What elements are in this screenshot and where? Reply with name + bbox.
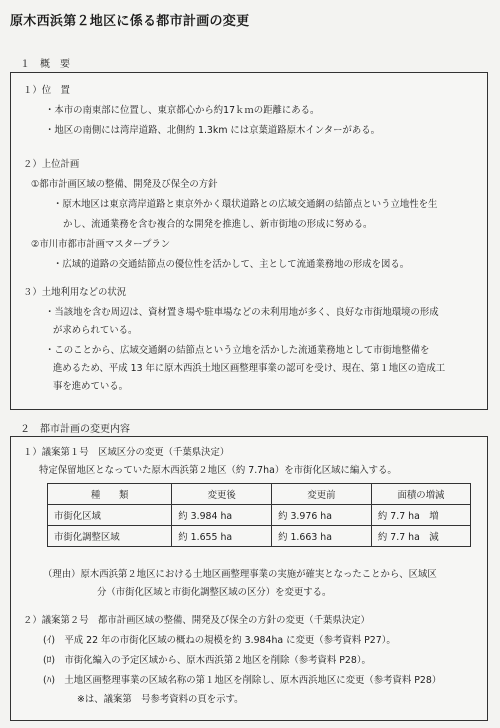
upper-plan-sub1-line-1: ・原木地区は東京湾岸道路と東京外かく環状道路との広域交通網の結節点という立地性を生: [53, 199, 438, 210]
location-heading: １）位 置: [23, 85, 70, 96]
land-use-line-2: が求められている。: [53, 325, 138, 336]
land-use-line-4: 進めるため、平成 13 年に原木西浜土地区画整理事業の認可を受け、現在、第１地区の造成工: [53, 363, 446, 374]
item2-line-1: (ｲ) 平成 22 年の市街化区域の概ねの規模を約 3.984ha に変更（参考資料 P27）。: [43, 635, 396, 646]
reason-line-1: （理由）原木西浜第２地区における土地区画整理事業の実施が確実となったことから、区域区: [43, 569, 437, 580]
table-row: [48, 526, 471, 547]
upper-plan-sub2-line-1: ・広域的道路の交通結節点の優位性を活かして、主として流通業務地の形成を図る。: [53, 259, 410, 270]
changes-box: [10, 436, 488, 721]
table-cell: 市街化区域: [48, 505, 172, 526]
overview-box: [10, 72, 488, 410]
table-row: [48, 505, 471, 526]
table-cell: 約 1.655 ha: [172, 526, 272, 547]
item2-line-2: (ﾛ) 市街化編入の予定区域から、原木西浜第２地区を削除（参考資料 P28）。: [43, 655, 371, 666]
table-cell: 約 7.7 ha 減: [371, 526, 470, 547]
land-use-line-5: 事を進めている。: [53, 381, 129, 392]
document-title: 原木西浜第２地区に係る都市計画の変更: [10, 14, 250, 29]
item1-intro: 特定保留地区となっていた原木西浜第２地区（約 7.7ha）を市街化区域に編入する。: [39, 465, 397, 476]
item2-heading: ２）議案第２号 都市計画区域の整備、開発及び保全の方針の変更（千葉県決定）: [23, 615, 370, 626]
location-line-2: ・地区の南側には湾岸道路、北側約 1.3km には京葉道路原木インターがある。: [45, 125, 381, 136]
item1-heading: １）議案第１号 区域区分の変更（千葉県決定）: [23, 447, 230, 458]
upper-plan-sub2: ②市川市都市計画マスタープラン: [31, 239, 171, 250]
land-use-heading: ３）土地利用などの状況: [23, 287, 127, 298]
location-line-1: ・本市の南東部に位置し、東京都心から約17ｋｍの距離にある。: [45, 105, 320, 116]
table-cell: 市街化調整区域: [48, 526, 172, 547]
table-header-row: [48, 484, 471, 505]
reason-line-2: 分（市街化区域と市街化調整区域の区分）を変更する。: [97, 587, 332, 598]
upper-plan-sub1: ①都市計画区域の整備、開発及び保全の方針: [31, 179, 218, 190]
table-cell: 約 3.976 ha: [272, 505, 372, 526]
upper-plan-sub1-line-2: かし、流通業務を含む複合的な開発を推進し、新市街地の形成に努める。: [63, 219, 373, 230]
table-header-after: 変更後: [172, 484, 272, 505]
table-header-diff: 面積の増減: [371, 484, 470, 505]
table-cell: 約 3.984 ha: [172, 505, 272, 526]
table-header-before: 変更前: [272, 484, 372, 505]
item2-note: ※は、議案第 号参考資料の頁を示す。: [77, 694, 244, 705]
area-change-table: [47, 483, 471, 547]
section2-heading: ２ 都市計画の変更内容: [20, 424, 130, 435]
land-use-line-3: ・このことから、広域交通網の結節点という立地を活かした流通業務地として市街地整備を: [45, 345, 430, 356]
table-cell: 約 7.7 ha 増: [371, 505, 470, 526]
table-header-type: 種 類: [48, 484, 172, 505]
land-use-line-1: ・当該地を含む周辺は、資材置き場や駐車場などの未利用地が多く、良好な市街地環境の形成: [45, 307, 439, 318]
item2-line-3: (ﾊ) 土地区画整理事業の区域名称の第１地区を削除し、原木西浜地区に変更（参考資料 P28）: [43, 675, 442, 686]
upper-plan-heading: ２）上位計画: [23, 159, 80, 170]
table-cell: 約 1.663 ha: [272, 526, 372, 547]
section1-heading: １ 概 要: [20, 59, 70, 70]
